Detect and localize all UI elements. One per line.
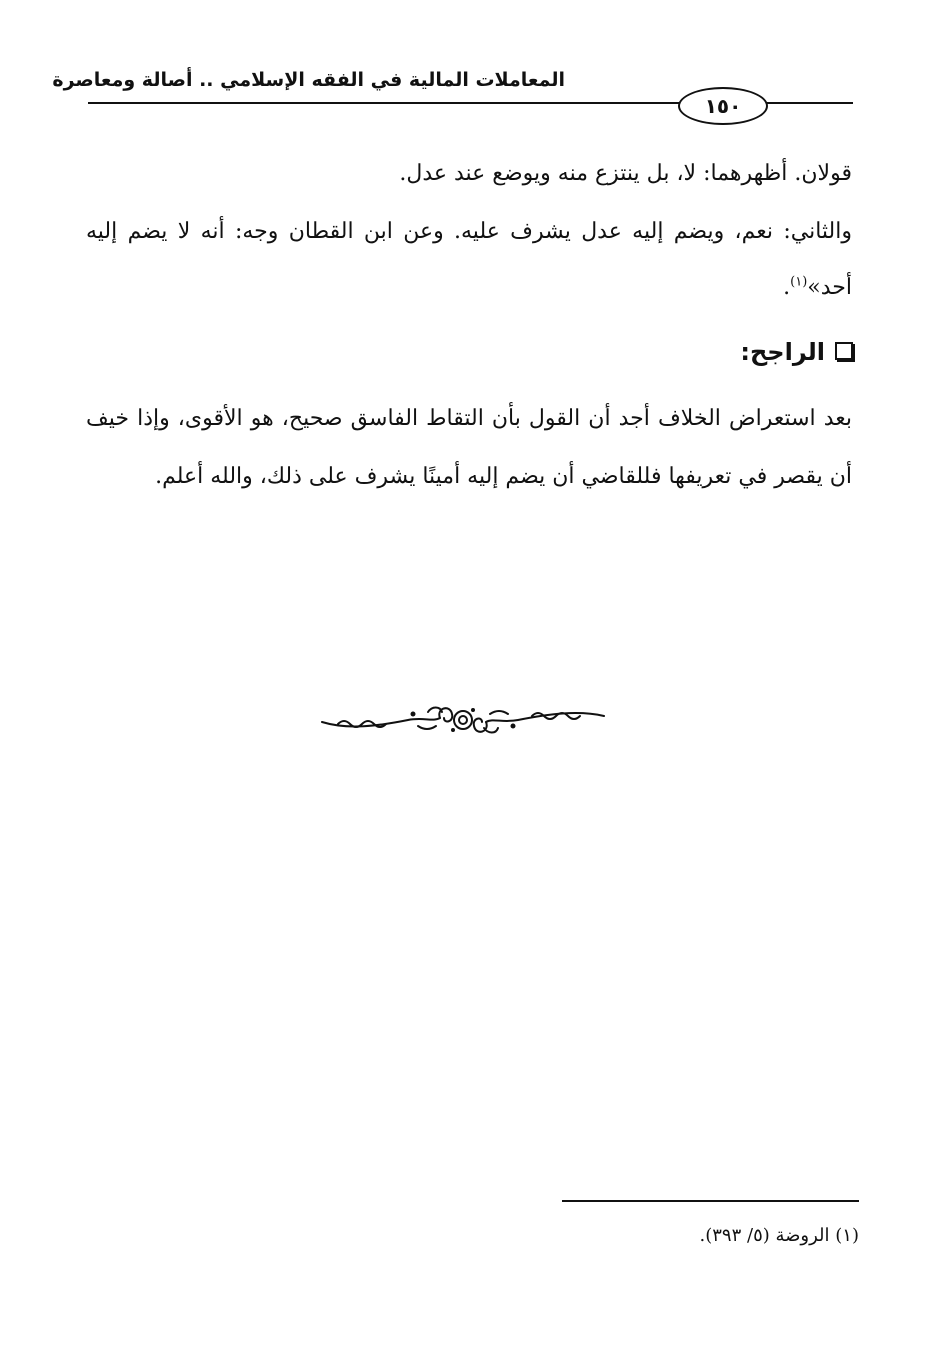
- section-heading-label: الراجح:: [740, 338, 825, 366]
- footnote-reference[interactable]: (١): [790, 274, 808, 290]
- section-heading: [740, 330, 853, 374]
- paragraph-2: [86, 204, 852, 316]
- paragraph-1: قولان. أظهرهما: لا، بل ينتزع منه ويوضع عند عدل.: [399, 161, 852, 186]
- footnote-rule: [562, 1200, 859, 1202]
- square-bullet-icon: [835, 342, 853, 360]
- running-header-title: المعاملات المالية في الفقه الإسلامي .. أصالة ومعاصرة: [52, 69, 565, 91]
- page-number: ١٥٠: [678, 87, 768, 125]
- conclusion-paragraph: بعد استعراض الخلاف أجد أن القول بأن التقاط الفاسق صحيح، هو الأقوى، وإذا خيف أن يقصر في تعريفها فللقاضي أن يضم إليه أمينًا يشرف على ذلك، والله أعلم.: [86, 406, 852, 489]
- paragraph-2-text: والثاني: نعم، ويضم إليه عدل يشرف عليه. وعن ابن القطان وجه: أنه لا يضم إليه أحد»: [86, 219, 852, 300]
- paragraph-2-end: .: [783, 275, 791, 300]
- decorative-divider-icon: [318, 700, 608, 740]
- footnote-1: (١) الروضة (٥/ ٣٩٣).: [699, 1225, 859, 1246]
